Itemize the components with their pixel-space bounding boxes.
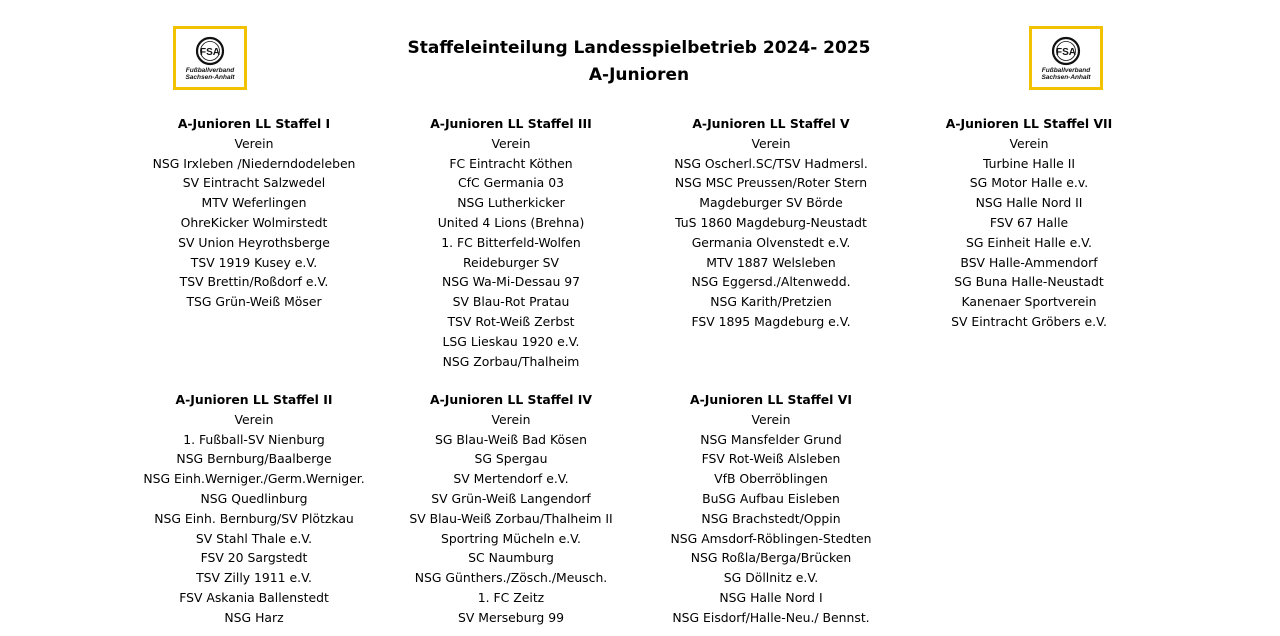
team-name: SV Eintracht Gröbers e.V. (951, 313, 1107, 329)
team-name: MTV Weferlingen (201, 195, 307, 211)
staffel-heading: A-Junioren LL Staffel VII (945, 116, 1113, 131)
team-name: SG Motor Halle e.v. (969, 175, 1089, 191)
svg-text:FSA: FSA (1056, 47, 1076, 58)
team-name: Kanenaer Sportverein (961, 294, 1097, 310)
column-header-verein: Verein (1009, 135, 1049, 151)
team-name: SG Blau-Weiß Bad Kösen (434, 431, 587, 447)
team-name: NSG Günthers./Zösch./Meusch. (414, 570, 608, 586)
team-name: 1. FC Zeitz (477, 589, 545, 605)
team-name: FC Eintracht Köthen (449, 155, 573, 171)
staffel-heading: A-Junioren LL Staffel V (692, 116, 850, 131)
team-name: Germania Olvenstedt e.V. (691, 234, 851, 250)
team-name: NSG Halle Nord I (719, 589, 823, 605)
team-name: NSG Bernburg/Baalberge (176, 451, 332, 467)
staffel-heading: A-Junioren LL Staffel III (430, 116, 592, 131)
team-name: SG Döllnitz e.V. (723, 570, 819, 586)
staffel-iii (386, 114, 636, 371)
team-name: SV Union Heyrothsberge (178, 234, 330, 250)
staffel-heading: A-Junioren LL Staffel I (177, 116, 331, 131)
team-name: TSV Brettin/Roßdorf e.V. (179, 274, 329, 290)
staffel-heading: A-Junioren LL Staffel IV (430, 392, 592, 407)
team-name: United 4 Lions (Brehna) (437, 214, 585, 230)
column-header-verein: Verein (234, 135, 274, 151)
team-name: FSV 1895 Magdeburg e.V. (691, 313, 851, 329)
team-name: NSG MSC Preussen/Roter Stern (674, 175, 868, 191)
column-header-verein: Verein (751, 135, 791, 151)
team-name: FSV 67 Halle (989, 214, 1069, 230)
staffel-i (129, 114, 379, 312)
column-header-verein: Verein (491, 135, 531, 151)
team-name: TSG Grün-Weiß Möser (186, 294, 322, 310)
team-name: NSG Quedlinburg (200, 490, 308, 506)
team-name: SV Blau-Rot Pratau (452, 294, 570, 310)
team-name: OhreKicker Wolmirstedt (180, 214, 328, 230)
team-name: SG Einheit Halle e.V. (966, 234, 1092, 250)
team-name: MTV 1887 Welsleben (706, 254, 836, 270)
staffel-heading: A-Junioren LL Staffel II (175, 392, 333, 407)
team-name: NSG Eggersd./Altenwedd. (691, 274, 851, 290)
staffel-v (646, 114, 896, 332)
team-name: SG Spergau (474, 451, 548, 467)
team-name: NSG Brachstedt/Oppin (701, 510, 841, 526)
team-name: SG Buna Halle-Neustadt (954, 274, 1104, 290)
team-name: SV Blau-Weiß Zorbau/Thalheim II (409, 510, 613, 526)
team-name: SV Stahl Thale e.V. (195, 530, 313, 546)
team-name: NSG Harz (224, 609, 284, 625)
team-name: NSG Irxleben /Niederndodeleben (152, 155, 356, 171)
team-name: FSV Rot-Weiß Alsleben (701, 451, 841, 467)
team-name: TuS 1860 Magdeburg-Neustadt (675, 214, 867, 230)
team-name: TSV Rot-Weiß Zerbst (447, 313, 575, 329)
page-title (0, 35, 1280, 89)
team-name: Reideburger SV (462, 254, 560, 270)
logo-text: Fußballverband Sachsen-Anhalt (185, 67, 235, 81)
team-name: NSG Zorbau/Thalheim (442, 353, 580, 369)
staffel-vii (904, 114, 1154, 332)
team-name: Turbine Halle II (982, 155, 1076, 171)
staffel-ii (129, 390, 379, 628)
staffel-heading: A-Junioren LL Staffel VI (690, 392, 852, 407)
column-header-verein: Verein (491, 411, 531, 427)
team-name: NSG Oscherl.SC/TSV Hadmersl. (674, 155, 868, 171)
column-header-verein: Verein (234, 411, 274, 427)
staffel-vi (646, 390, 896, 628)
team-name: TSV 1919 Kusey e.V. (190, 254, 318, 270)
title-line-2: A-Junioren (588, 65, 690, 85)
team-name: NSG Roßla/Berga/Brücken (690, 550, 852, 566)
team-name: NSG Eisdorf/Halle-Neu./ Bennst. (672, 609, 870, 625)
svg-text:FSA: FSA (200, 47, 220, 58)
team-name: NSG Einh. Bernburg/SV Plötzkau (154, 510, 354, 526)
team-name: NSG Lutherkicker (457, 195, 565, 211)
team-name: BuSG Aufbau Eisleben (702, 490, 840, 506)
team-name: NSG Einh.Werniger./Germ.Werniger. (143, 471, 365, 487)
team-name: BSV Halle-Ammendorf (960, 254, 1098, 270)
team-name: FSV Askania Ballenstedt (179, 589, 329, 605)
team-name: TSV Zilly 1911 e.V. (196, 570, 312, 586)
logo-text: Fußballverband Sachsen-Anhalt (1041, 67, 1091, 81)
staffel-iv (386, 390, 636, 628)
team-name: NSG Halle Nord II (975, 195, 1083, 211)
team-name: CfC Germania 03 (458, 175, 564, 191)
team-name: SV Grün-Weiß Langendorf (431, 490, 591, 506)
team-name: NSG Wa-Mi-Dessau 97 (441, 274, 581, 290)
team-name: FSV 20 Sargstedt (200, 550, 308, 566)
column-header-verein: Verein (751, 411, 791, 427)
team-name: NSG Karith/Pretzien (710, 294, 832, 310)
title-line-1: Staffeleinteilung Landesspielbetrieb 2024- 2025 (407, 38, 871, 58)
team-name: NSG Amsdorf-Röblingen-Stedten (670, 530, 872, 546)
team-name: 1. Fußball-SV Nienburg (183, 431, 325, 447)
team-name: SC Naumburg (468, 550, 554, 566)
team-name: SV Merseburg 99 (458, 609, 564, 625)
team-name: SV Mertendorf e.V. (453, 471, 569, 487)
team-name: Sportring Mücheln e.V. (441, 530, 581, 546)
team-name: SV Eintracht Salzwedel (182, 175, 326, 191)
team-name: LSG Lieskau 1920 e.V. (442, 333, 580, 349)
team-name: VfB Oberröblingen (714, 471, 828, 487)
team-name: 1. FC Bitterfeld-Wolfen (441, 234, 581, 250)
team-name: NSG Mansfelder Grund (700, 431, 842, 447)
team-name: Magdeburger SV Börde (699, 195, 843, 211)
